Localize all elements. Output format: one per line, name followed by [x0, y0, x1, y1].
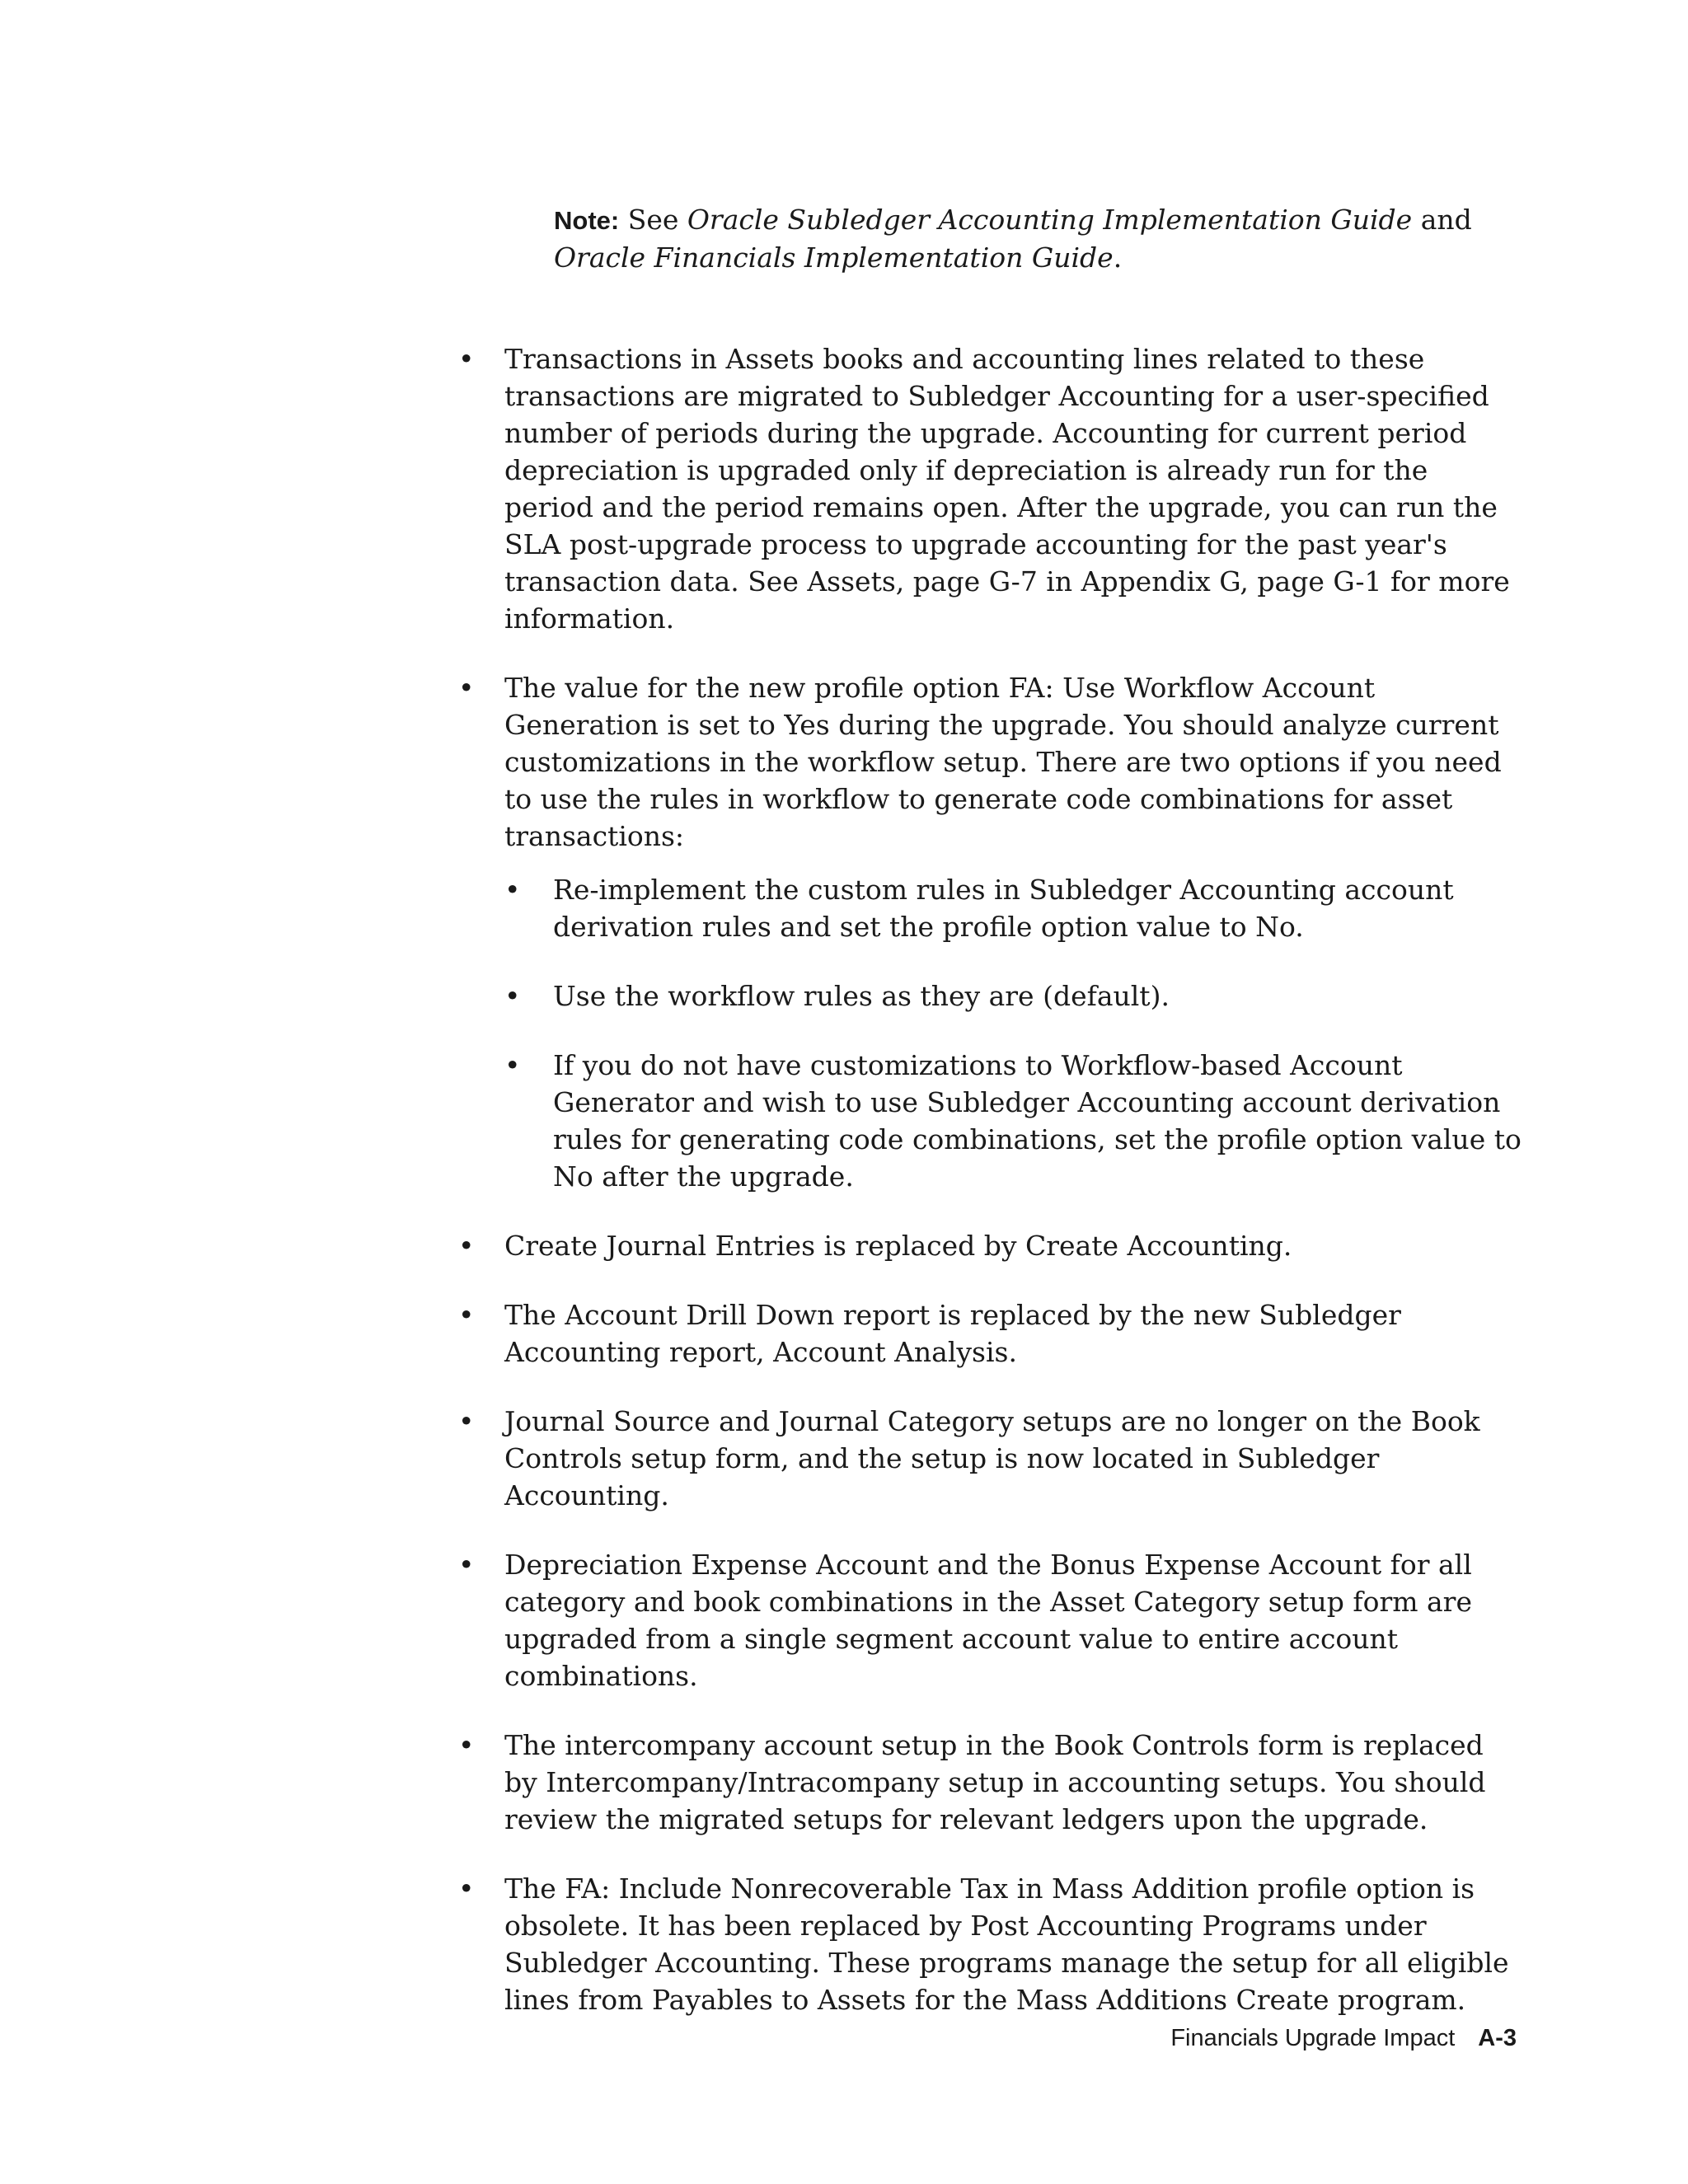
note-title-subledger-guide: Oracle Subledger Accounting Implementation Guide	[687, 204, 1413, 236]
sub-bullet-item-no-customizations	[504, 1047, 1522, 1195]
sub-bullet-item-reimplement	[504, 871, 1522, 945]
bullet-text: The FA: Include Nonrecoverable Tax in Mass Addition profile option is obsolete. It has been replaced by Post Accounting Programs under Subledger Accounting. These programs manage the setup for all eligible lines from Payables to Assets for the Mass Additions Create program.	[504, 1872, 1509, 2016]
footer-section-title: Financials Upgrade Impact	[1170, 2025, 1456, 2051]
bullet-text: Depreciation Expense Account and the Bonus Expense Account for all category and book combinations in the Asset Category setup form are upgraded from a single segment account value to entire account combinations.	[504, 1549, 1472, 1692]
bullet-item-transactions	[458, 340, 1522, 637]
bullet-text: Journal Source and Journal Category setups are no longer on the Book Controls setup form, and the setup is now located in Subledger Accounting.	[504, 1405, 1480, 1511]
note-text-post: .	[1113, 241, 1123, 274]
bullet-item-create-journal	[458, 1227, 1522, 1264]
note-text-pre: See	[619, 204, 687, 236]
bullet-item-nonrecoverable-tax	[458, 1870, 1522, 2018]
note-label: Note:	[554, 206, 620, 235]
bullet-text: Create Journal Entries is replaced by Create Accounting.	[504, 1230, 1292, 1262]
bullet-item-workflow-profile	[458, 669, 1522, 1195]
note-title-financials-guide: Oracle Financials Implementation Guide	[554, 241, 1114, 274]
bullet-item-depreciation-expense	[458, 1546, 1522, 1694]
bullet-text: The Account Drill Down report is replaced by the new Subledger Accounting report, Account Analysis.	[504, 1299, 1401, 1368]
sub-bullet-text: Re-implement the custom rules in Subledger Accounting account derivation rules and set the profile option value to No.	[553, 874, 1454, 943]
bullet-text: The value for the new profile option FA: Use Workflow Account Generation is set to Yes during the upgrade. You should analyze current customizations in the workflow setup. There are two options if you need to use the rules in workflow to generate code combinations for asset transactions:	[504, 672, 1502, 852]
page-footer	[1170, 2023, 1517, 2053]
bullet-item-intercompany	[458, 1727, 1522, 1838]
note-block	[554, 201, 1526, 276]
sub-bullet-text: Use the workflow rules as they are (default).	[553, 980, 1170, 1012]
page-number: A-3	[1478, 2025, 1517, 2051]
sub-bullet-list	[504, 871, 1522, 1195]
bullet-list	[458, 340, 1522, 2050]
sub-bullet-item-default	[504, 977, 1522, 1015]
bullet-item-account-drill-down	[458, 1296, 1522, 1371]
bullet-item-journal-source	[458, 1403, 1522, 1514]
sub-bullet-text: If you do not have customizations to Workflow-based Account Generator and wish to use Subledger Accounting account derivation rules for generating code combinations, set the profile option value to No after the upgrade.	[553, 1049, 1522, 1193]
bullet-text: The intercompany account setup in the Book Controls form is replaced by Intercompany/Intracompany setup in accounting setups. You should review the migrated setups for relevant ledgers upon the upgrade.	[504, 1729, 1486, 1835]
bullet-text: Transactions in Assets books and accounting lines related to these transactions are migrated to Subledger Accounting for a user-specified number of periods during the upgrade. Accounting for current period depreciation is upgraded only if depreciation is already run for the period and the period remains open. After the upgrade, you can run the SLA post-upgrade process to upgrade accounting for the past year's transaction data. See Assets, page G-7 in Appendix G, page G-1 for more information.	[504, 343, 1510, 635]
note-text-mid: and	[1412, 204, 1472, 236]
